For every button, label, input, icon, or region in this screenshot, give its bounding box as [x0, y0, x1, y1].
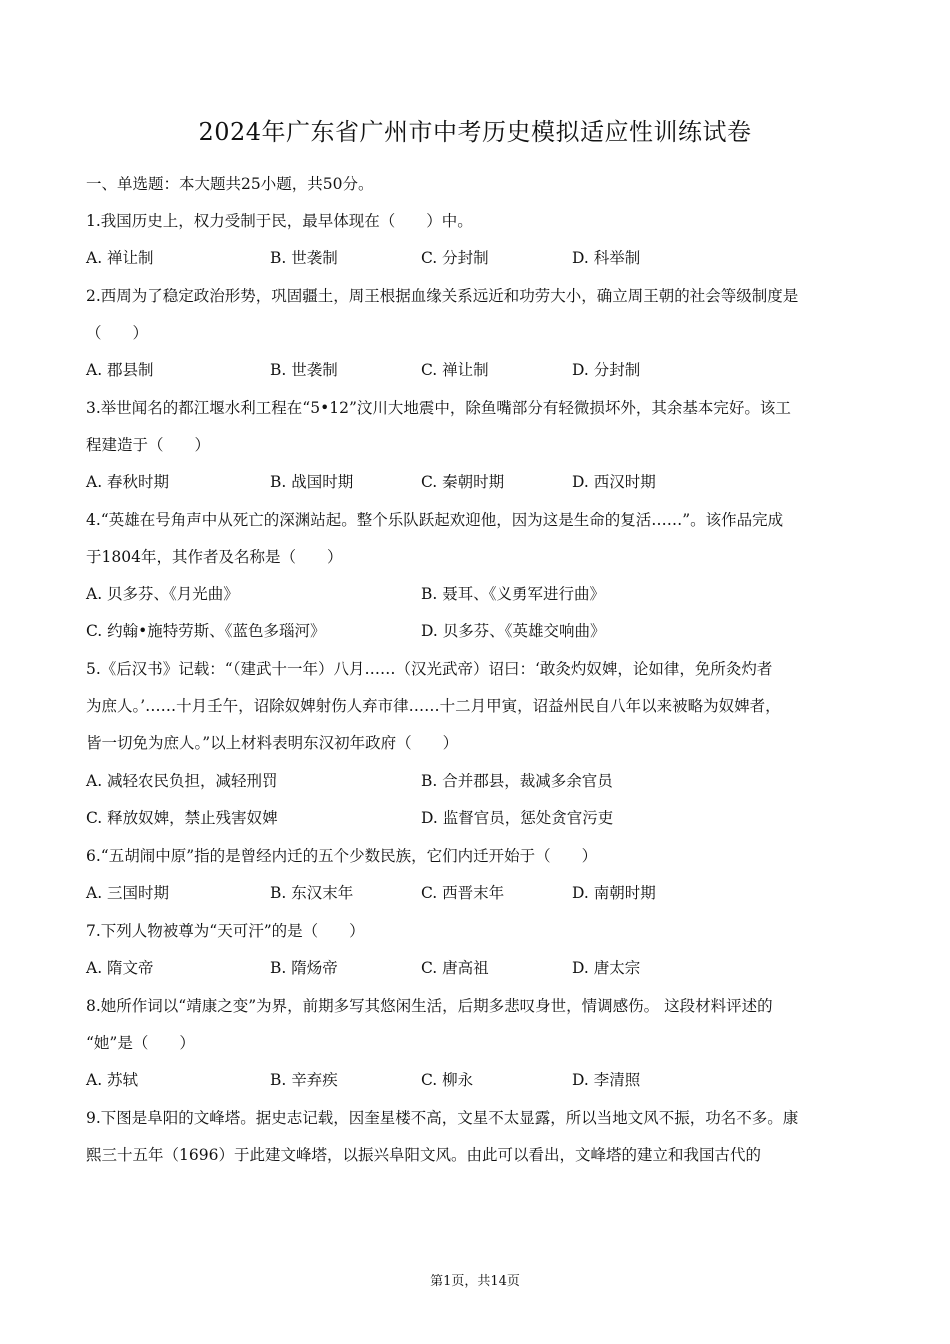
q7-option-a: A. 隋文帝	[86, 959, 154, 977]
question-1-line-1: 1.我国历史上，权力受制于民，最早体现在（ ）中。	[86, 212, 473, 230]
question-8-line-1: 8.她所作词以“靖康之变”为界，前期多写其悠闲生活，后期多悲叹身世，情调感伤。 这段材料评述的	[86, 997, 773, 1015]
q6-option-a: A. 三国时期	[86, 884, 170, 902]
q1-option-c: C. 分封制	[421, 249, 489, 267]
page-footer: 第1页，共14页	[430, 1274, 520, 1289]
q3-option-a: A. 春秋时期	[86, 473, 170, 491]
q4-option-b: B. 聂耳、《义勇军进行曲》	[421, 585, 605, 603]
q8-option-a: A. 苏轼	[86, 1071, 139, 1089]
question-7-line-1: 7.下列人物被尊为“天可汗”的是（ ）	[86, 922, 365, 940]
question-4-line-2: 于1804年，其作者及名称是（ ）	[86, 548, 343, 566]
question-8-line-2: “她”是（ ）	[86, 1034, 195, 1052]
page-title: 2024年广东省广州市中考历史模拟适应性训练试卷	[198, 118, 752, 146]
q8-option-b: B. 辛弃疾	[270, 1071, 338, 1089]
question-6-line-1: 6.“五胡闹中原”指的是曾经内迁的五个少数民族，它们内迁开始于（ ）	[86, 847, 598, 865]
q1-option-d: D. 科举制	[572, 249, 641, 267]
question-4-line-1: 4.“英雄在号角声中从死亡的深渊站起。整个乐队跃起欢迎他，因为这是生命的复活……”。该作品完成	[86, 511, 784, 529]
q4-option-d: D. 贝多芬、《英雄交响曲》	[421, 622, 606, 640]
q2-option-b: B. 世袭制	[270, 361, 338, 379]
question-3-line-1: 3.举世闻名的都江堰水利工程在“5•12”汶川大地震中，除鱼嘴部分有轻微损坏外，其余基本完好。该工	[86, 399, 791, 417]
q7-option-c: C. 唐高祖	[421, 959, 489, 977]
q6-option-d: D. 南朝时期	[572, 884, 656, 902]
question-2-line-1: 2.西周为了稳定政治形势，巩固疆土，周王根据血缘关系远近和功劳大小，确立周王朝的社会等级制度是	[86, 287, 799, 305]
q3-option-c: C. 秦朝时期	[421, 473, 505, 491]
q5-option-d: D. 监督官员，惩处贪官污吏	[421, 809, 614, 827]
q2-option-a: A. 郡县制	[86, 361, 154, 379]
q5-option-b: B. 合并郡县，裁减多余官员	[421, 772, 613, 790]
q7-option-b: B. 隋炀帝	[270, 959, 338, 977]
question-5-line-2: 为庶人。’……十月壬午，诏除奴婢射伤人弃市律……十二月甲寅，诏益州民自八年以来被略为奴婢者，	[86, 697, 781, 715]
section-heading: 一、单选题：本大题共25小题，共50分。	[86, 175, 374, 193]
q1-option-a: A. 禅让制	[86, 249, 154, 267]
q4-option-c: C. 约翰•施特劳斯、《蓝色多瑙河》	[86, 622, 326, 640]
q1-option-b: B. 世袭制	[270, 249, 338, 267]
question-5-line-1: 5.《后汉书》记载：“（建武十一年）八月……（汉光武帝）诏曰：‘敢灸灼奴婢，论如律，免所灸灼者	[86, 660, 773, 678]
q2-option-d: D. 分封制	[572, 361, 641, 379]
question-9-line-1: 9.下图是阜阳的文峰塔。据史志记载，因奎星楼不高，文星不太显露，所以当地文风不振，功名不多。康	[86, 1109, 799, 1127]
q5-option-a: A. 减轻农民负担，减轻刑罚	[86, 772, 278, 790]
q6-option-b: B. 东汉末年	[270, 884, 354, 902]
question-5-line-3: 皆一切免为庶人。”以上材料表明东汉初年政府（ ）	[86, 734, 459, 752]
question-3-line-2: 程建造于（ ）	[86, 436, 211, 454]
q4-option-a: A. 贝多芬、《月光曲》	[86, 585, 239, 603]
q8-option-d: D. 李清照	[572, 1071, 641, 1089]
q2-option-c: C. 禅让制	[421, 361, 489, 379]
question-2-line-2: （ ）	[86, 324, 149, 342]
q8-option-c: C. 柳永	[421, 1071, 474, 1089]
q6-option-c: C. 西晋末年	[421, 884, 505, 902]
q3-option-b: B. 战国时期	[270, 473, 354, 491]
q5-option-c: C. 释放奴婢，禁止残害奴婢	[86, 809, 278, 827]
q3-option-d: D. 西汉时期	[572, 473, 656, 491]
q7-option-d: D. 唐太宗	[572, 959, 641, 977]
question-9-line-2: 熙三十五年（1696）于此建文峰塔，以振兴阜阳文风。由此可以看出，文峰塔的建立和我国古代的	[86, 1146, 761, 1164]
